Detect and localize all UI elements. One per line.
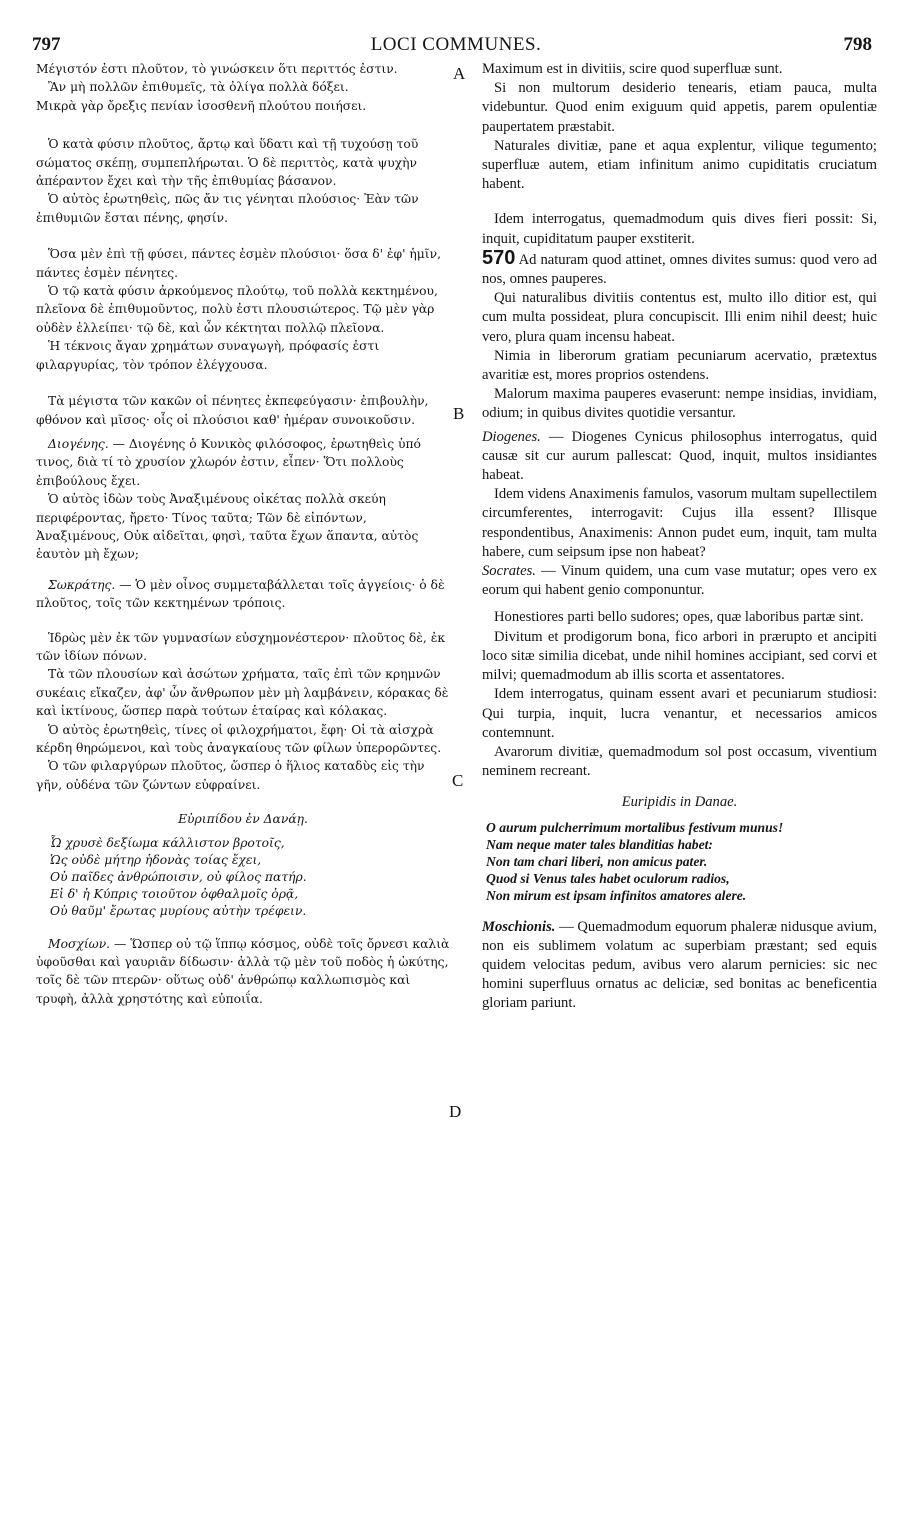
margin-marker-d: D xyxy=(449,1102,462,1121)
latin-paragraph: Idem interrogatus, quinam essent avari et pecuniarum studiosi: Qui turpia, inquit, lucra venantur, et necessarios amicos contemnunt. xyxy=(482,686,877,741)
greek-paragraph: Ὁ αὐτὸς ἐρωτηθεὶς, τίνες οἱ φιλοχρήματοι, ἔφη· Οἱ τὰ αἰσχρὰ κέρδη θηρώμενοι, καὶ τοὺς ἀναγκαίους τῶν φίλων ὑπερορῶντες. xyxy=(36,722,442,755)
latin-paragraph xyxy=(482,918,877,1014)
greek-paragraph: Ἂν μὴ πολλῶν ἐπιθυμεῖς, τὰ ὀλίγα πολλὰ δόξει. xyxy=(48,80,349,95)
verse-line: O aurum pulcherrimum mortalibus festivum munus! xyxy=(486,819,784,835)
latin-paragraph: Avarorum divitiæ, quemadmodum sol post occasum, viventium neminem recreant. xyxy=(482,743,877,780)
verse-line: Non mirum est ipsam infinitos amatores alere. xyxy=(486,887,747,903)
margin-marker-a: A xyxy=(453,64,466,83)
verse-line: Non tam chari liberi, non amicus pater. xyxy=(486,853,708,869)
latin-paragraph xyxy=(482,246,877,289)
latin-paragraph: Nimia in liberorum gratiam pecuniarum acervatio, prætextus avaritiæ est, mores proprios ostendens. xyxy=(482,347,877,384)
greek-paragraph: Ὁ τῶν φιλαργύρων πλοῦτος, ὥσπερ ὁ ἥλιος καταδὺς εἰς τὴν γῆν, οὐδένα τῶν ζώντων εὐφραίνει. xyxy=(36,759,425,792)
greek-paragraph: Τὰ μέγιστα τῶν κακῶν οἱ πένητες ἐκπεφεύγασιν· ἐπιβουλὴν, φθόνον καὶ μῖσος· οἷς οἱ πλούσιοι καθ' ἡμέραν συνοικοῦσιν. xyxy=(36,394,429,427)
greek-paragraph: Ἡ τέκνοις ἄγαν χρημάτων συναγωγὴ, πρόφασίς ἐστι φιλαργυρίας, τὸν τρόπον ἐλέγχουσα. xyxy=(36,339,380,372)
greek-paragraph xyxy=(36,435,450,490)
author-name: Σωκράτης. xyxy=(48,577,116,592)
verse-line: Οὐ παῖδες ἀνθρώποισιν, οὐ φίλος πατήρ. xyxy=(50,870,307,885)
latin-paragraph: Idem interrogatus, quemadmodum quis dives fieri possit: Si, inquit, cupiditatum pauper exstiterit. xyxy=(482,211,877,247)
verse-line: Nam neque mater tales blanditias habet: xyxy=(486,836,713,852)
verse-line: Εἰ δ' ἡ Κύπρις τοιοῦτον ὀφθαλμοῖς ὁρᾷ, xyxy=(50,887,299,902)
running-header xyxy=(0,34,912,58)
author-name: Διογένης. xyxy=(48,436,109,451)
greek-column xyxy=(36,60,450,1008)
greek-paragraph xyxy=(36,935,450,1009)
greek-paragraph xyxy=(36,576,450,613)
greek-paragraph: Ὁ τῷ κατὰ φύσιν ἀρκούμενος πλούτῳ, τοῦ πολλὰ κεκτημένου, πλεῖονα δὲ ἐπιθυμοῦντος, πολὺ ἐστι πλουσιώτερος. Τῷ μὲν γὰρ οὐδὲν ἐλλείπει· τῷ δὲ, καὶ ὧν κέκτηται πολλῷ πλεῖονα. xyxy=(36,284,438,335)
latin-paragraph: Qui naturalibus divitiis contentus est, multo illo ditior est, qui cum multa possideat, plura concupiscit. Illi enim nihil deest; huic vero, plura quam incensu habeat. xyxy=(482,290,877,345)
latin-paragraph: Si non multorum desiderio tenearis, etiam pauca, multa videbuntur. Quod enim exiguum quid appetis, parem opulentiæ paupertatem præstabit. xyxy=(482,80,877,135)
greek-paragraph: Ὁ αὐτὸς ἰδὼν τοὺς Ἀναξιμένους οἰκέτας πολλὰ σκεύη περιφέροντας, ἤρετο· Τίνος ταῦτα; Τῶν δὲ εἰπόντων, Ἀναξιμένους, Οὐκ αἰδεῖται, φησὶ, ταῦτα ἔχων ἅπαντα, αὐτὸς ἑαυτὸν μὴ ἔχων; xyxy=(36,492,419,562)
margin-marker-c: C xyxy=(452,771,464,790)
greek-paragraph: Ὁ κατὰ φύσιν πλοῦτος, ἄρτῳ καὶ ὕδατι καὶ τῇ τυχούσῃ τοῦ σώματος σκέπῃ, συμπεπλήρωται. Ὁ δὲ περιττὸς, κατὰ ψυχὴν ἀπέραντον ἔχει καὶ τὴν τῆς ἐπιθυμίας βάσανον. xyxy=(36,137,419,189)
greek-paragraph: Μικρὰ γὰρ ὄρεξις πενίαν ἰσοσθενῆ πλούτου ποιήσει. xyxy=(36,98,367,113)
verse-line: Οὐ θαῦμ' ἔρωτας μυρίους αὐτὴν τρέφειν. xyxy=(50,904,307,919)
latin-paragraph: Divitum et prodigorum bona, fico arbori in prærupto et ancipiti loco sitæ similia dicebat, unde nihil homines accipiant, sed corvi et milvi; quemadmodum ab illis scorta et assentatores. xyxy=(482,628,877,684)
section-heading: Euripidis in Danae. xyxy=(621,794,738,811)
author-name: Diogenes. xyxy=(482,428,541,445)
latin-paragraph: Malorum maxima pauperes evaserunt: nempe insidias, invidiam, odium; in quibus divites quotidie versantur. xyxy=(482,386,877,422)
latin-column xyxy=(482,60,877,1014)
left-page-number: 797 xyxy=(32,34,61,55)
latin-paragraph xyxy=(482,428,877,486)
greek-paragraph: Ὁ αὐτὸς ἐρωτηθεὶς, πῶς ἄν τις γένηται πλούσιος· Ἐὰν τῶν ἐπιθυμιῶν ἔσται πένης, φησίν. xyxy=(36,192,419,225)
latin-text: — Vinum quidem, una cum vase mutatur; opes vero ex eorum qui habent genio componuntur. xyxy=(482,563,878,599)
author-name: Moschionis. xyxy=(482,918,556,935)
greek-text: — Διογένης ὁ Κυνικὸς φιλόσοφος, ἐρωτηθεὶς ὑπό τινος, διὰ τί τὸ χρυσίον χλωρόν ἐστιν, εἶπεν· Ὅτι πολλοὺς ἐπιβούλους ἔχει. xyxy=(36,436,421,488)
greek-text: — Ὁ μὲν οἶνος συμμεταβάλλεται τοῖς ἀγγείοις· ὁ δὲ πλοῦτος, τοῖς τῶν κεκτημένων τρόποις. xyxy=(36,577,445,611)
verse-line: Ὦ χρυσὲ δεξίωμα κάλλιστον βροτοῖς, xyxy=(50,835,285,850)
greek-paragraph: Τὰ τῶν πλουσίων καὶ ἀσώτων χρήματα, ταῖς ἐπὶ τῶν κρημνῶν συκέαις εἴκαζεν, ἀφ' ὧν ἄνθρωπον μὲν μὴ λαμβάνειν, κόρακας δὲ καὶ ἰκτίνους, ὥσπερ παρὰ τούτων ἑταίρας καὶ κόλακας. xyxy=(36,667,449,719)
author-name: Socrates. xyxy=(482,563,536,580)
latin-paragraph: Naturales divitiæ, pane et aqua explentur, vilique tegumento; superfluæ autem, etiam infinitum animo cupiditatis cruciatum habent. xyxy=(482,137,877,193)
author-name: Μοσχίων. xyxy=(48,936,111,951)
latin-paragraph: Honestiores parti bello sudores; opes, quæ laboribus partæ sint. xyxy=(494,609,864,626)
latin-text: — Diogenes Cynicus philosophus interrogatus, quid causæ sit cur aurum pallescat: Quod, inquit, multos insidiantes habeat. xyxy=(482,428,877,484)
greek-paragraph: Ἱδρὼς μὲν ἐκ τῶν γυμνασίων εὐσχημονέστερον· πλοῦτος δὲ, ἐκ τῶν ἰδίων πόνων. xyxy=(36,630,446,663)
latin-text: — Quemadmodum equorum phaleræ nidusque avium, non eis sublimem volatum ac superbiam præstant; sed equis quidem velocitas pedum, avibus vero alarum pernicies: sic nec homini superfluus ornatus ac deliciæ, sed bonitas ac beneficentia gloriam pariunt. xyxy=(482,918,877,1012)
verse-line: Ὡς οὐδὲ μήτηρ ἡδονὰς τοίας ἔχει, xyxy=(50,852,262,867)
greek-paragraph: Ὅσα μὲν ἐπὶ τῇ φύσει, πάντες ἐσμὲν πλούσιοι· ὅσα δ' ἐφ' ἡμῖν, πάντες ἐσμὲν πένητες. xyxy=(36,247,441,280)
section-heading: Εὐριπίδου ἐν Δανάῃ. xyxy=(178,812,308,827)
verse-line: Quod si Venus tales habet oculorum radios, xyxy=(486,870,730,886)
section-number: 570 xyxy=(482,246,516,269)
right-page-number: 798 xyxy=(843,34,872,55)
running-title: LOCI COMMUNES. xyxy=(370,34,542,55)
latin-text: Ad naturam quod attinet, omnes divites sumus: quod vero ad nos, omnes pauperes. xyxy=(482,251,877,288)
greek-text: — Ὥσπερ οὐ τῷ ἵππῳ κόσμος, οὐδὲ τοῖς ὄρνεσι καλιὰ ὑφοῦσθαι καὶ γαυριᾶν δίδωσιν· ἀλλὰ τῷ μὲν τοῦ ποδὸς ἡ ὠκύτης, τοῖς δὲ τῶν πτερῶν· οὕτως οὐδ' ἀνθρώπῳ καλλωπισμὸς καὶ τρυφὴ, ἀλλὰ χρηστότης καὶ εὐποιΐα. xyxy=(36,936,450,1006)
latin-paragraph: Idem videns Anaximenis famulos, vasorum multam supellectilem circumferentes, interrogavit: Cujus illa essent? Illisque respondentibus, Anaximenis: Annon pudet eum, inquit, tam multa habere, cum seipsum ipse non habeat? xyxy=(482,486,878,560)
latin-paragraph xyxy=(482,562,877,600)
margin-marker-b: B xyxy=(453,404,465,423)
latin-paragraph: Maximum est in divitiis, scire quod superfluæ sunt. xyxy=(482,61,783,77)
greek-paragraph: Μέγιστόν ἐστι πλοῦτον, τὸ γινώσκειν ὅτι περιττός ἐστιν. xyxy=(36,62,398,76)
